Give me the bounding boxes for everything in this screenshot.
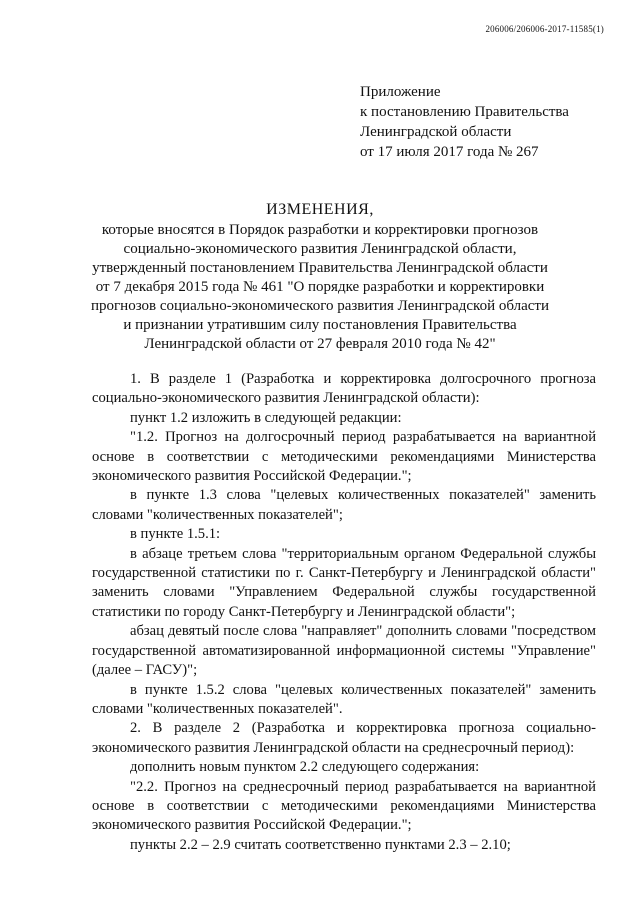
- title-line: от 7 декабря 2015 года № 461 "О порядке разработки и корректировки: [95, 279, 545, 295]
- appendix-line: от 17 июля 2017 года № 267: [360, 144, 539, 160]
- appendix-line: Ленинградской области: [360, 124, 512, 140]
- title-line: прогнозов социально-экономического развития Ленинградской области: [90, 298, 550, 314]
- appendix-line: Приложение: [360, 84, 441, 100]
- title-heading: ИЗМЕНЕНИЯ,: [266, 201, 374, 218]
- paragraph: "2.2. Прогноз на среднесрочный период разрабатывается на вариантной основе в соответствии с методическими рекомендациями Министерства экономического развития Российской Федерации.";: [92, 778, 596, 834]
- title-line: Ленинградской области от 27 февраля 2010 года № 42": [144, 336, 496, 352]
- appendix-line: к постановлению Правительства: [360, 104, 569, 120]
- paragraph: 1. В разделе 1 (Разработка и корректировка долгосрочного прогноза социально-экономического развития Ленинградской области):: [92, 371, 596, 407]
- document-body: [92, 370, 596, 855]
- paragraph: в пункте 1.5.1:: [130, 526, 221, 543]
- document-title: [0, 200, 640, 354]
- title-line: которые вносятся в Порядок разработки и корректировки прогнозов: [101, 222, 539, 238]
- appendix-block: [360, 82, 569, 162]
- paragraph: 2. В разделе 2 (Разработка и корректировка прогноза социально-экономического развития Ленинградской области на среднесрочный период):: [92, 720, 596, 756]
- paragraph: пункты 2.2 – 2.9 считать соответственно пунктами 2.3 – 2.10;: [130, 836, 511, 853]
- title-line: и признании утратившим силу постановления Правительства: [123, 317, 517, 333]
- paragraph: в абзаце третьем слова "территориальным органом Федеральной службы государственной статистики по г. Санкт-Петербургу и Ленинградской области" заменить словами "Управлением Федеральной службы государственной статистики по городу Санкт-Петербургу и Ленинградской области";: [92, 545, 596, 620]
- title-line: социально-экономического развития Ленинградской области,: [123, 241, 517, 257]
- paragraph: в пункте 1.3 слова "целевых количественных показателей" заменить словами "количественных показателей";: [92, 487, 596, 523]
- paragraph: абзац девятый после слова "направляет" дополнить словами "посредством государственной автоматизированной информационной системы "Управление" (далее – ГАСУ)";: [92, 623, 596, 679]
- paragraph: пункт 1.2 изложить в следующей редакции:: [130, 409, 402, 426]
- paragraph: "1.2. Прогноз на долгосрочный период разрабатывается на вариантной основе в соответствии с методическими рекомендациями Министерства экономического развития Российской Федерации.";: [92, 429, 596, 485]
- title-line: утвержденный постановлением Правительства Ленинградской области: [92, 260, 548, 276]
- paragraph: дополнить новым пунктом 2.2 следующего содержания:: [130, 759, 480, 776]
- document-id: 206006/206006-2017-11585(1): [485, 24, 604, 34]
- paragraph: в пункте 1.5.2 слова "целевых количественных показателей" заменить словами "количественных показателей".: [92, 681, 596, 717]
